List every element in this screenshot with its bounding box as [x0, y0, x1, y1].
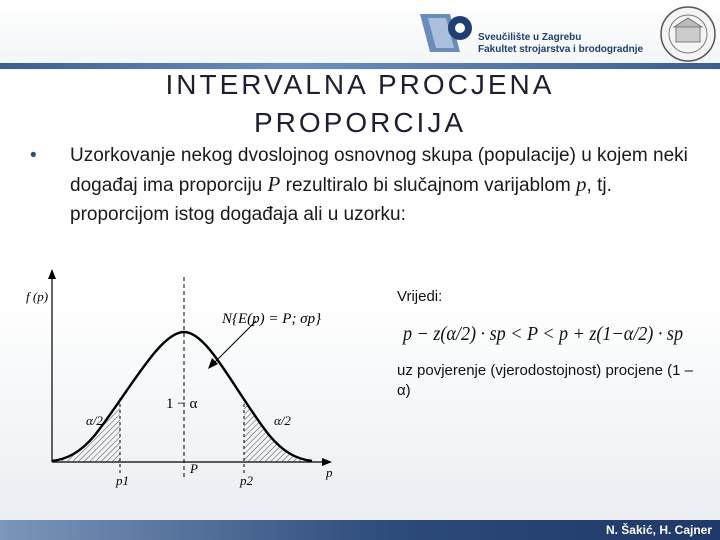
bullet-text-part3: , tj. proporcijom istog događaja ali u uzorku:: [70, 175, 612, 225]
one-minus-alpha-label: 1 − α: [166, 396, 198, 412]
university-name: Sveučilište u Zagrebu: [478, 32, 582, 43]
pointer-arrow: [210, 321, 256, 367]
bullet-var-P: P: [267, 172, 281, 196]
x-tick-p2: p2: [240, 473, 253, 488]
confidence-text: uz povjerenje (vjerodostojnost) procjene (1 – α): [397, 362, 693, 399]
title-line1: INTERVALNA PROCJENA: [165, 69, 555, 100]
x-axis-label-p: p: [326, 465, 333, 480]
bullet-point: [30, 141, 700, 229]
vrijedi-label: Vrijedi:: [397, 288, 443, 305]
y-axis-arrow: [48, 269, 56, 279]
normal-distribution-graph: [20, 265, 360, 490]
confidence-interval-formula: [395, 312, 695, 357]
alpha-left-label: α/2: [86, 413, 103, 428]
faculty-logo: [420, 4, 720, 64]
fp-label: f (p): [26, 289, 49, 304]
title-line2: PROPORCIJA: [253, 107, 467, 138]
author-label: N. Šakić, H. Cajner: [605, 523, 712, 537]
left-tail-area: [52, 398, 120, 462]
right-tail-area: [244, 398, 312, 462]
bullet-icon: •: [30, 145, 37, 166]
bullet-text-part1: Uzorkovanje nekog dvoslojnog osnovnog skupa (populacije) u kojem neki događaj ima proporciju: [70, 145, 688, 196]
bullet-var-p: p: [576, 172, 587, 196]
formula-text: p − z(α/2) · sp < P < p + z(1−α/2) · sp: [401, 323, 683, 345]
alpha-right-label: α/2: [274, 413, 291, 428]
bullet-text-part2: rezultiralo bi slučajnom varijablom: [280, 175, 577, 196]
distribution-label: N{E(p) = P; σp}: [222, 311, 322, 327]
footer-bar: [0, 520, 720, 540]
x-tick-p1: p1: [116, 473, 129, 488]
bullet-text: [70, 141, 700, 229]
faculty-name: Fakultet strojarstva i brodogradnje: [478, 44, 644, 55]
x-tick-P: P: [190, 461, 198, 476]
slide-title: [0, 66, 720, 142]
